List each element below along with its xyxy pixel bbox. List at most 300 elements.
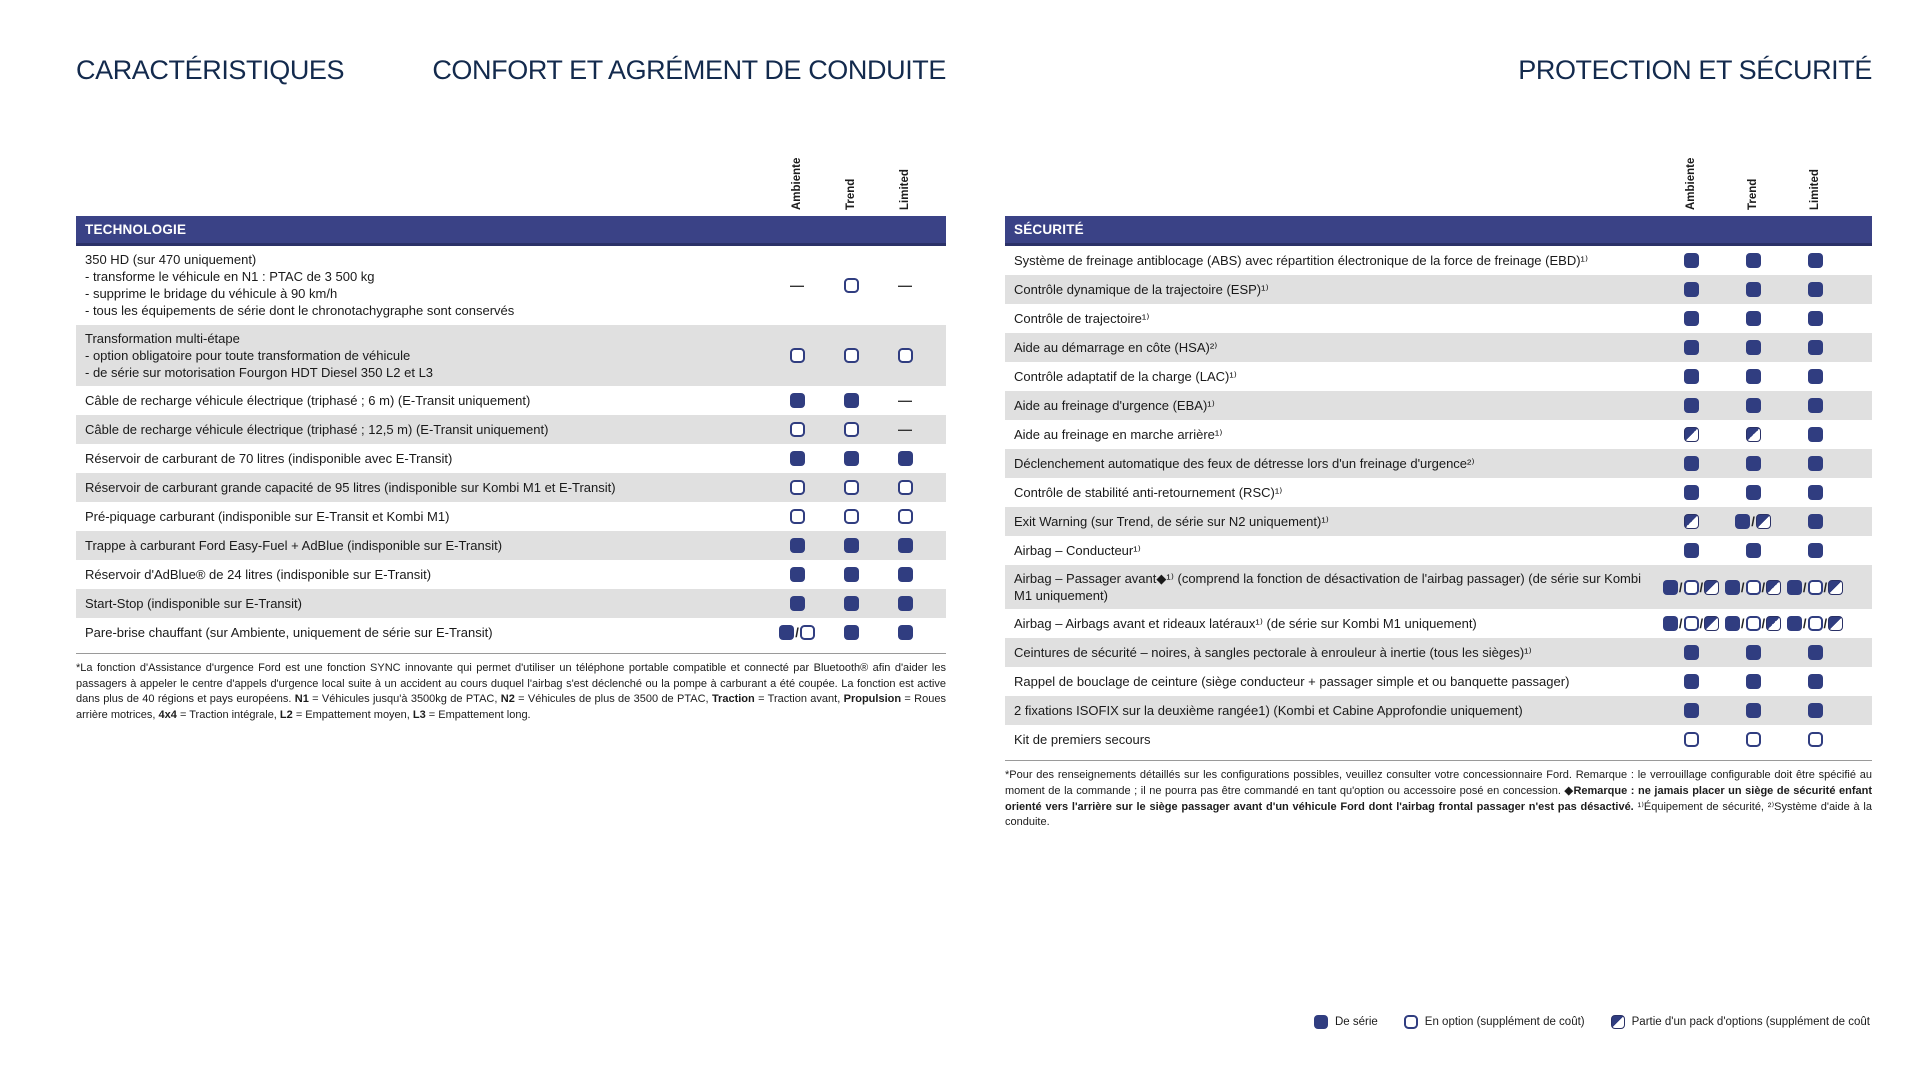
serie-icon [844,567,859,582]
availability-cell [770,506,824,527]
serie-icon [1808,514,1823,529]
section-band-securite [1005,216,1872,246]
feature-row [1005,565,1872,609]
availability-cell [1722,250,1784,271]
serie-icon [1684,703,1699,718]
pack-icon [1704,616,1719,631]
feature-row [76,502,946,531]
feature-row [1005,478,1872,507]
serie-icon [1725,580,1740,595]
section-band-technologie [76,216,946,246]
availability-cell [770,275,824,296]
availability-cell [1660,337,1722,358]
option-icon [1684,616,1699,631]
serie-icon [1684,398,1699,413]
pack-icon [1756,514,1771,529]
availability-cell [770,564,824,585]
feature-row [1005,333,1872,362]
serie-icon [844,625,859,640]
feature-label: Câble de recharge véhicule électrique (triphasé ; 12,5 m) (E-Transit uniquement) [85,422,549,438]
availability-values [1660,337,1872,358]
right-headings [1005,56,1872,104]
feature-label: Pré-piquage carburant (indisponible sur E-Transit et Kombi M1) [85,509,450,525]
technologie-rows [76,246,946,647]
availability-values [770,593,946,614]
feature-label: Trappe à carburant Ford Easy-Fuel + AdBlue (indisponible sur E-Transit) [85,538,503,554]
availability-cell [1784,366,1846,387]
availability-cell [1784,279,1846,300]
availability-cell [824,477,878,498]
right-page-column [1005,56,1872,831]
serie-icon [790,538,805,553]
value-separator: / [1740,616,1745,632]
pack-icon [1766,616,1781,631]
feature-row [1005,449,1872,478]
serie-icon [1746,340,1761,355]
value-separator: / [1740,579,1745,595]
availability-cell [1722,366,1784,387]
availability-cell [878,506,932,527]
footnote-text: Propulsion [843,693,902,706]
serie-icon [1808,282,1823,297]
option-icon [844,422,859,437]
option-icon [1684,580,1699,595]
option-icon [1808,732,1823,747]
option-icon [1808,616,1823,631]
serie-icon [1808,645,1823,660]
feature-row [76,386,946,415]
value-separator: / [1761,616,1766,632]
dash-mark: — [898,276,912,293]
availability-values [1660,700,1872,721]
availability-cell [770,448,824,469]
availability-cell [1722,729,1784,750]
availability-cell [1660,453,1722,474]
availability-cell [1722,700,1784,721]
option-icon [1746,732,1761,747]
availability-values [770,477,946,498]
availability-cell [878,477,932,498]
footnote-text: N2 [500,693,515,706]
serie-icon [1746,398,1761,413]
feature-row [1005,275,1872,304]
availability-values [1660,511,1872,532]
availability-cell [824,535,878,556]
serie-icon [1684,456,1699,471]
footnote-text: = Traction intégrale, [176,708,280,721]
availability-cell [824,275,878,296]
legend-item [1314,1015,1378,1029]
serie-icon [1684,311,1699,326]
availability-cell [1784,395,1846,416]
option-icon [790,480,805,495]
availability-values [1660,642,1872,663]
availability-cell [1722,642,1784,663]
feature-label: Contrôle de stabilité anti-retournement (RSC)¹⁾ [1014,484,1283,500]
serie-icon [1808,398,1823,413]
availability-cell [1722,395,1784,416]
availability-values [1660,279,1872,300]
value-separator: / [1678,616,1683,632]
feature-row [1005,536,1872,565]
availability-cell [1722,279,1784,300]
footnote-text: = Empattement long. [425,708,531,721]
feature-label: Système de freinage antiblocage (ABS) avec répartition électronique de la force de freinage (EBD)¹⁾ [1014,252,1589,268]
availability-legend [1314,1015,1870,1029]
availability-cell [1660,613,1722,634]
availability-cell [1722,671,1784,692]
section-title: TECHNOLOGIE [85,222,187,237]
availability-values [770,506,946,527]
availability-cell [878,593,932,614]
feature-label: Réservoir d'AdBlue® de 24 litres (indisponible sur E-Transit) [85,567,432,583]
value-separator: / [1823,579,1828,595]
serie-icon [898,625,913,640]
securite-rows [1005,246,1872,754]
feature-row [1005,362,1872,391]
serie-icon [1808,543,1823,558]
availability-cell [770,345,824,366]
serie-icon [1684,369,1699,384]
option-icon [898,480,913,495]
availability-cell [878,535,932,556]
option-icon [1404,1015,1418,1029]
availability-cell [824,345,878,366]
availability-values [1660,540,1872,561]
footnote-text: = Véhicules de plus de 3500 de PTAC, [514,693,712,706]
availability-values [770,622,946,643]
column-header-trend: Trend [845,178,857,210]
serie-icon [1746,311,1761,326]
serie-icon [898,538,913,553]
serie-icon [1746,645,1761,660]
feature-row [76,473,946,502]
serie-icon [779,625,794,640]
availability-cell [1784,424,1846,445]
feature-label: Aide au démarrage en côte (HSA)²⁾ [1014,339,1218,355]
serie-icon [1663,580,1678,595]
page-title-caracteristiques: CARACTÉRISTIQUES [76,55,345,85]
availability-cell [1784,337,1846,358]
feature-label: Pare-brise chauffant (sur Ambiente, uniquement de série sur E-Transit) [85,625,493,641]
serie-icon [1746,369,1761,384]
feature-label: Contrôle adaptatif de la charge (LAC)¹⁾ [1014,368,1237,384]
serie-icon [844,393,859,408]
availability-values [770,345,946,366]
serie-icon [1684,253,1699,268]
serie-icon [1746,253,1761,268]
page-title-protection: PROTECTION ET SÉCURITÉ [1518,55,1872,85]
availability-values [770,419,946,440]
serie-icon [844,538,859,553]
dash-mark: — [790,276,804,293]
value-separator: / [1802,579,1807,595]
serie-icon [790,393,805,408]
footnote-text: Traction [711,693,755,706]
serie-icon [1746,456,1761,471]
feature-row [1005,609,1872,638]
legend-label: Partie d'un pack d'options (supplément de coût [1631,1016,1870,1028]
serie-icon [790,567,805,582]
feature-label: Contrôle dynamique de la trajectoire (ESP)¹⁾ [1014,281,1269,297]
left-column-headers [76,104,946,216]
feature-label: Aide au freinage d'urgence (EBA)¹⁾ [1014,397,1215,413]
feature-label: Exit Warning (sur Trend, de série sur N2 uniquement)¹⁾ [1014,513,1329,529]
availability-cell [878,275,932,296]
serie-icon [1787,616,1802,631]
serie-icon [1735,514,1750,529]
footnote-text: N1 [294,693,309,706]
serie-icon [898,596,913,611]
pack-icon [1828,616,1843,631]
left-footnote [76,653,946,723]
feature-row [76,444,946,473]
legend-item [1404,1015,1585,1029]
right-footnote [1005,760,1872,830]
availability-values [1660,729,1872,750]
value-separator: / [1823,616,1828,632]
availability-values [1660,395,1872,416]
availability-cell [770,419,824,440]
feature-label: Contrôle de trajectoire¹⁾ [1014,310,1150,326]
pack-icon [1828,580,1843,595]
serie-icon [1746,282,1761,297]
option-icon [1808,580,1823,595]
availability-cell [1660,250,1722,271]
column-header-ambiente: Ambiente [1685,157,1697,210]
serie-icon [790,596,805,611]
availability-cell [1722,511,1784,532]
availability-values [1660,308,1872,329]
value-separator: / [795,625,799,641]
serie-icon [898,451,913,466]
availability-cell [1660,540,1722,561]
availability-cell [824,622,878,643]
pack-icon [1746,427,1761,442]
serie-icon [1684,674,1699,689]
feature-label: Airbag – Conducteur¹⁾ [1014,542,1141,558]
legend-label: En option (supplément de coût) [1424,1016,1585,1028]
availability-cell [878,448,932,469]
availability-values [1660,424,1872,445]
availability-values [1660,671,1872,692]
option-icon [790,348,805,363]
column-header-ambiente: Ambiente [791,157,803,210]
footnote-text: = Empattement moyen, [292,708,413,721]
footnote-text: = Traction avant, [754,693,844,706]
availability-cell [878,622,932,643]
feature-label: Déclenchement automatique des feux de détresse lors d'un freinage d'urgence²⁾ [1014,455,1475,471]
serie-icon [1746,674,1761,689]
feature-row [76,531,946,560]
availability-cell [1660,700,1722,721]
availability-cell [1722,337,1784,358]
feature-row [1005,246,1872,275]
availability-cell [1722,577,1784,598]
right-column-headers [1005,104,1872,216]
feature-row [76,415,946,444]
availability-cell [1660,308,1722,329]
availability-cell [824,593,878,614]
page-title-confort: CONFORT ET AGRÉMENT DE CONDUITE [432,55,946,85]
availability-values [1660,577,1872,598]
value-separator: / [1802,616,1807,632]
footnote-text: = Véhicules jusqu'à 3500kg de PTAC, [308,693,501,706]
feature-row [1005,507,1872,536]
option-icon [1746,580,1761,595]
option-icon [844,509,859,524]
availability-cell [1660,729,1722,750]
option-icon [898,348,913,363]
feature-label: Airbag – Passager avant◆¹⁾ (comprend la fonction de désactivation de l'airbag passager) (de série sur Kombi M1 uniquement) [1014,571,1642,604]
feature-row [1005,725,1872,754]
serie-icon [1725,616,1740,631]
availability-cell [878,345,932,366]
feature-label: Câble de recharge véhicule électrique (triphasé ; 6 m) (E-Transit uniquement) [85,393,531,409]
availability-values [1660,613,1872,634]
availability-cell [1660,366,1722,387]
legend-item [1611,1015,1870,1029]
availability-cell [1784,482,1846,503]
footnote-text: *La fonction d'Assistance d'urgence Ford est une fonction SYNC innovante qui permet d'utiliser un téléphone portable compatible et connecté par Bluetooth® afin d'aider les passagers à appeler le centre d'appels d'urgence local suite à un accident au cours duquel l'airbag s'est déclenché ou la pompe à carburant a été coupée. La fonction est active dans plus de 40 régions et pays européens. [76,662,946,706]
left-page-column [76,56,946,724]
footnote-text: = Roues arrière motrices, [76,693,946,721]
legend-label: De série [1334,1016,1378,1028]
availability-cell [770,622,824,643]
feature-row [1005,638,1872,667]
availability-values [770,275,946,296]
option-icon [844,348,859,363]
option-icon [1684,732,1699,747]
serie-icon [1684,543,1699,558]
column-header-limited: Limited [899,169,911,210]
option-icon [898,509,913,524]
serie-icon [1746,543,1761,558]
option-icon [790,509,805,524]
availability-values [770,390,946,411]
serie-icon [1663,616,1678,631]
value-separator: / [1761,579,1766,595]
serie-icon [898,567,913,582]
option-icon [844,480,859,495]
left-headings [76,56,946,104]
availability-values [1660,250,1872,271]
feature-row [76,560,946,589]
availability-cell [770,535,824,556]
availability-cell [770,477,824,498]
feature-row [76,618,946,647]
serie-icon [1808,340,1823,355]
availability-cell [1722,613,1784,634]
availability-cell [770,390,824,411]
section-title: SÉCURITÉ [1014,222,1084,237]
column-header-trend: Trend [1747,178,1759,210]
availability-cell [824,564,878,585]
availability-cell [1660,482,1722,503]
feature-row [1005,667,1872,696]
availability-cell [1660,642,1722,663]
availability-cell [1784,577,1846,598]
footnote-text: L3 [412,708,426,721]
column-header-limited: Limited [1809,169,1821,210]
serie-icon [1684,282,1699,297]
feature-row [1005,420,1872,449]
dash-mark: — [898,392,912,409]
availability-cell [1722,424,1784,445]
availability-cell [1784,642,1846,663]
serie-icon [844,451,859,466]
serie-icon [1808,311,1823,326]
availability-cell [1660,395,1722,416]
availability-cell [1660,511,1722,532]
serie-icon [1684,485,1699,500]
availability-cell [1784,540,1846,561]
availability-cell [878,390,932,411]
serie-icon [1684,340,1699,355]
serie-icon [1808,674,1823,689]
serie-icon [1746,703,1761,718]
feature-row [1005,696,1872,725]
footnote-text: ¹⁾Équipement de sécurité, ²⁾Système d'aide à la conduite. [1005,800,1872,829]
footnote-text: 4x4 [158,708,177,721]
availability-cell [824,390,878,411]
feature-row [1005,304,1872,333]
feature-label: Ceintures de sécurité – noires, à sangles pectorale à enrouleur à inertie (tous les sièges)¹⁾ [1014,645,1532,661]
availability-cell [824,448,878,469]
feature-label: Kit de premiers secours [1014,732,1151,748]
availability-cell [1722,540,1784,561]
serie-icon [1808,485,1823,500]
feature-label: Rappel de bouclage de ceinture (siège conducteur + passager simple et ou banquette passager) [1014,674,1570,690]
availability-cell [1722,482,1784,503]
availability-cell [824,506,878,527]
pack-icon [1684,514,1699,529]
serie-icon [1808,456,1823,471]
serie-icon [844,596,859,611]
feature-row [76,246,946,325]
availability-cell [1784,729,1846,750]
availability-cell [878,419,932,440]
availability-values [1660,366,1872,387]
feature-label: Transformation multi-étape - option obligatoire pour toute transformation de véhicule - de série sur motorisation Fourgon HDT Diesel 350 L2 et L3 [85,330,434,380]
availability-cell [1784,308,1846,329]
availability-cell [1660,671,1722,692]
availability-cell [1784,250,1846,271]
availability-values [770,448,946,469]
option-icon [844,278,859,293]
feature-row [1005,391,1872,420]
pack-icon [1611,1015,1625,1029]
availability-cell [770,593,824,614]
availability-values [1660,453,1872,474]
option-icon [800,625,815,640]
availability-cell [824,419,878,440]
option-icon [1746,616,1761,631]
serie-icon [1808,253,1823,268]
serie-icon [1746,485,1761,500]
availability-values [1660,482,1872,503]
serie-icon [790,451,805,466]
availability-cell [1784,700,1846,721]
feature-row [76,325,946,386]
serie-icon [1808,427,1823,442]
availability-cell [1784,511,1846,532]
feature-label: Réservoir de carburant grande capacité de 95 litres (indisponible sur Kombi M1 et E-Transit) [85,480,616,496]
feature-label: Airbag – Airbags avant et rideaux latéraux¹⁾ (de série sur Kombi M1 uniquement) [1014,616,1477,632]
availability-cell [1722,308,1784,329]
availability-cell [1784,453,1846,474]
availability-cell [1722,453,1784,474]
